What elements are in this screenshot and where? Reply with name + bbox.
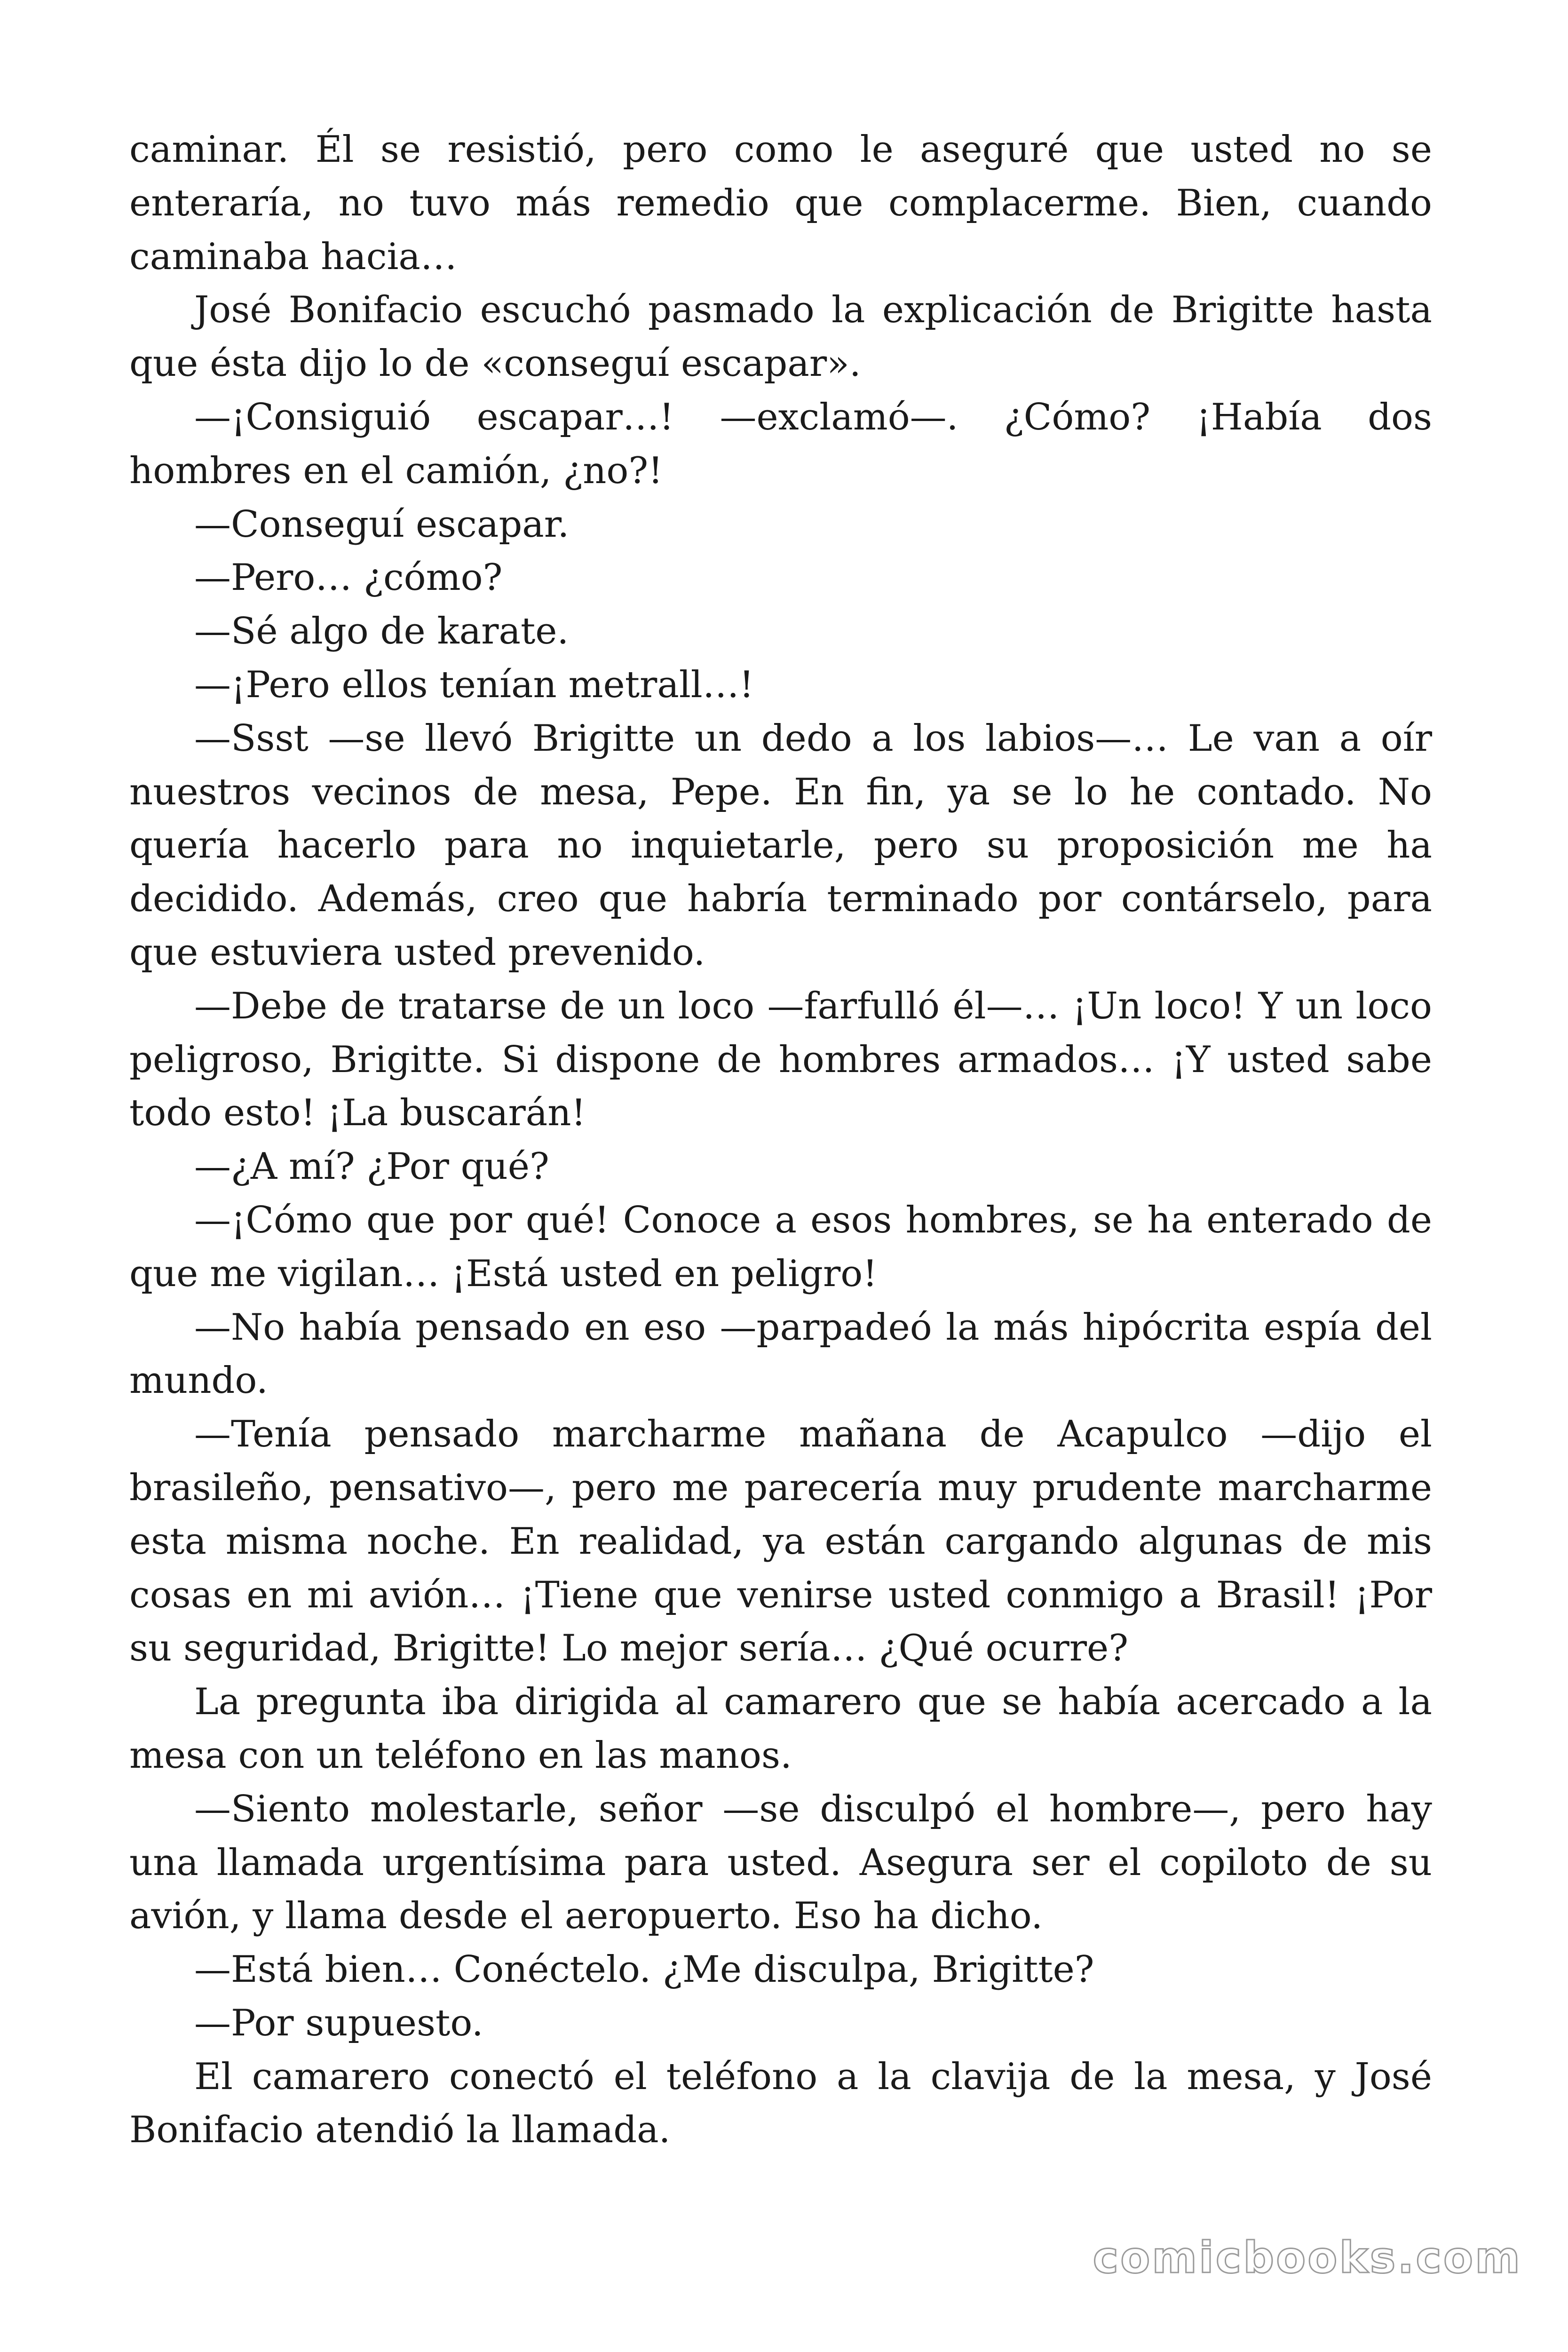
- paragraph: caminar. Él se resistió, pero como le aseguré que usted no se enteraría, no tuvo más remedio que complacerme. Bien, cuando caminaba hacia…: [129, 128, 1432, 278]
- paragraph: —Debe de tratarse de un loco —farfulló él—… ¡Un loco! Y un loco peligroso, Brigitte. Si dispone de hombres armados… ¡Y usted sabe todo esto! ¡La buscarán!: [129, 985, 1432, 1135]
- paragraph: José Bonifacio escuchó pasmado la explicación de Brigitte hasta que ésta dijo lo de «conseguí escapar».: [129, 289, 1432, 385]
- paragraph: El camarero conectó el teléfono a la clavija de la mesa, y José Bonifacio atendió la llamada.: [129, 2055, 1432, 2152]
- paragraph: —Conseguí escapar.: [194, 503, 570, 546]
- paragraph: —Sé algo de karate.: [194, 610, 569, 653]
- paragraph: —Está bien… Conéctelo. ¿Me disculpa, Brigitte?: [194, 1948, 1094, 1991]
- paragraph: —¡Pero ellos tenían metrall…!: [194, 663, 754, 706]
- paragraph: La pregunta iba dirigida al camarero que se había acercado a la mesa con un teléfono en las manos.: [129, 1681, 1432, 1777]
- paragraph: —Tenía pensado marcharme mañana de Acapulco —dijo el brasileño, pensativo—, pero me parecería muy prudente marcharme esta misma noche. En realidad, ya están cargando algunas de mis cosas en mi avión… ¡Tiene que venirse usted conmigo a Brasil! ¡Por su seguridad, Brigitte! Lo mejor sería… ¿Qué ocurre?: [129, 1413, 1432, 1670]
- paragraph: —Ssst —se llevó Brigitte un dedo a los labios—… Le van a oír nuestros vecinos de mesa, Pepe. En fin, ya se lo he contado. No quería hacerlo para no inquietarle, pero su proposición me ha decidido. Además, creo que habría terminado por contárselo, para que estuviera usted prevenido.: [129, 717, 1432, 974]
- paragraph: —Siento molestarle, señor —se disculpó el hombre—, pero hay una llamada urgentísima para usted. Asegura ser el copiloto de su avión, y llama desde el aeropuerto. Eso ha dicho.: [129, 1788, 1432, 1938]
- paragraph: —No había pensado en eso —parpadeó la más hipócrita espía del mundo.: [129, 1306, 1432, 1402]
- paragraph: —Pero… ¿cómo?: [194, 556, 503, 599]
- paragraph: —¿A mí? ¿Por qué?: [194, 1145, 549, 1188]
- paragraph: —¡Cómo que por qué! Conoce a esos hombres, se ha enterado de que me vigilan… ¡Está usted en peligro!: [129, 1199, 1432, 1295]
- watermark: comicbooks.com: [1093, 2233, 1522, 2283]
- paragraph: —Por supuesto.: [194, 2002, 483, 2044]
- paragraph: —¡Consiguió escapar…! —exclamó—. ¿Cómo? ¡Había dos hombres en el camión, ¿no?!: [129, 396, 1432, 492]
- body-text: [129, 123, 1432, 2157]
